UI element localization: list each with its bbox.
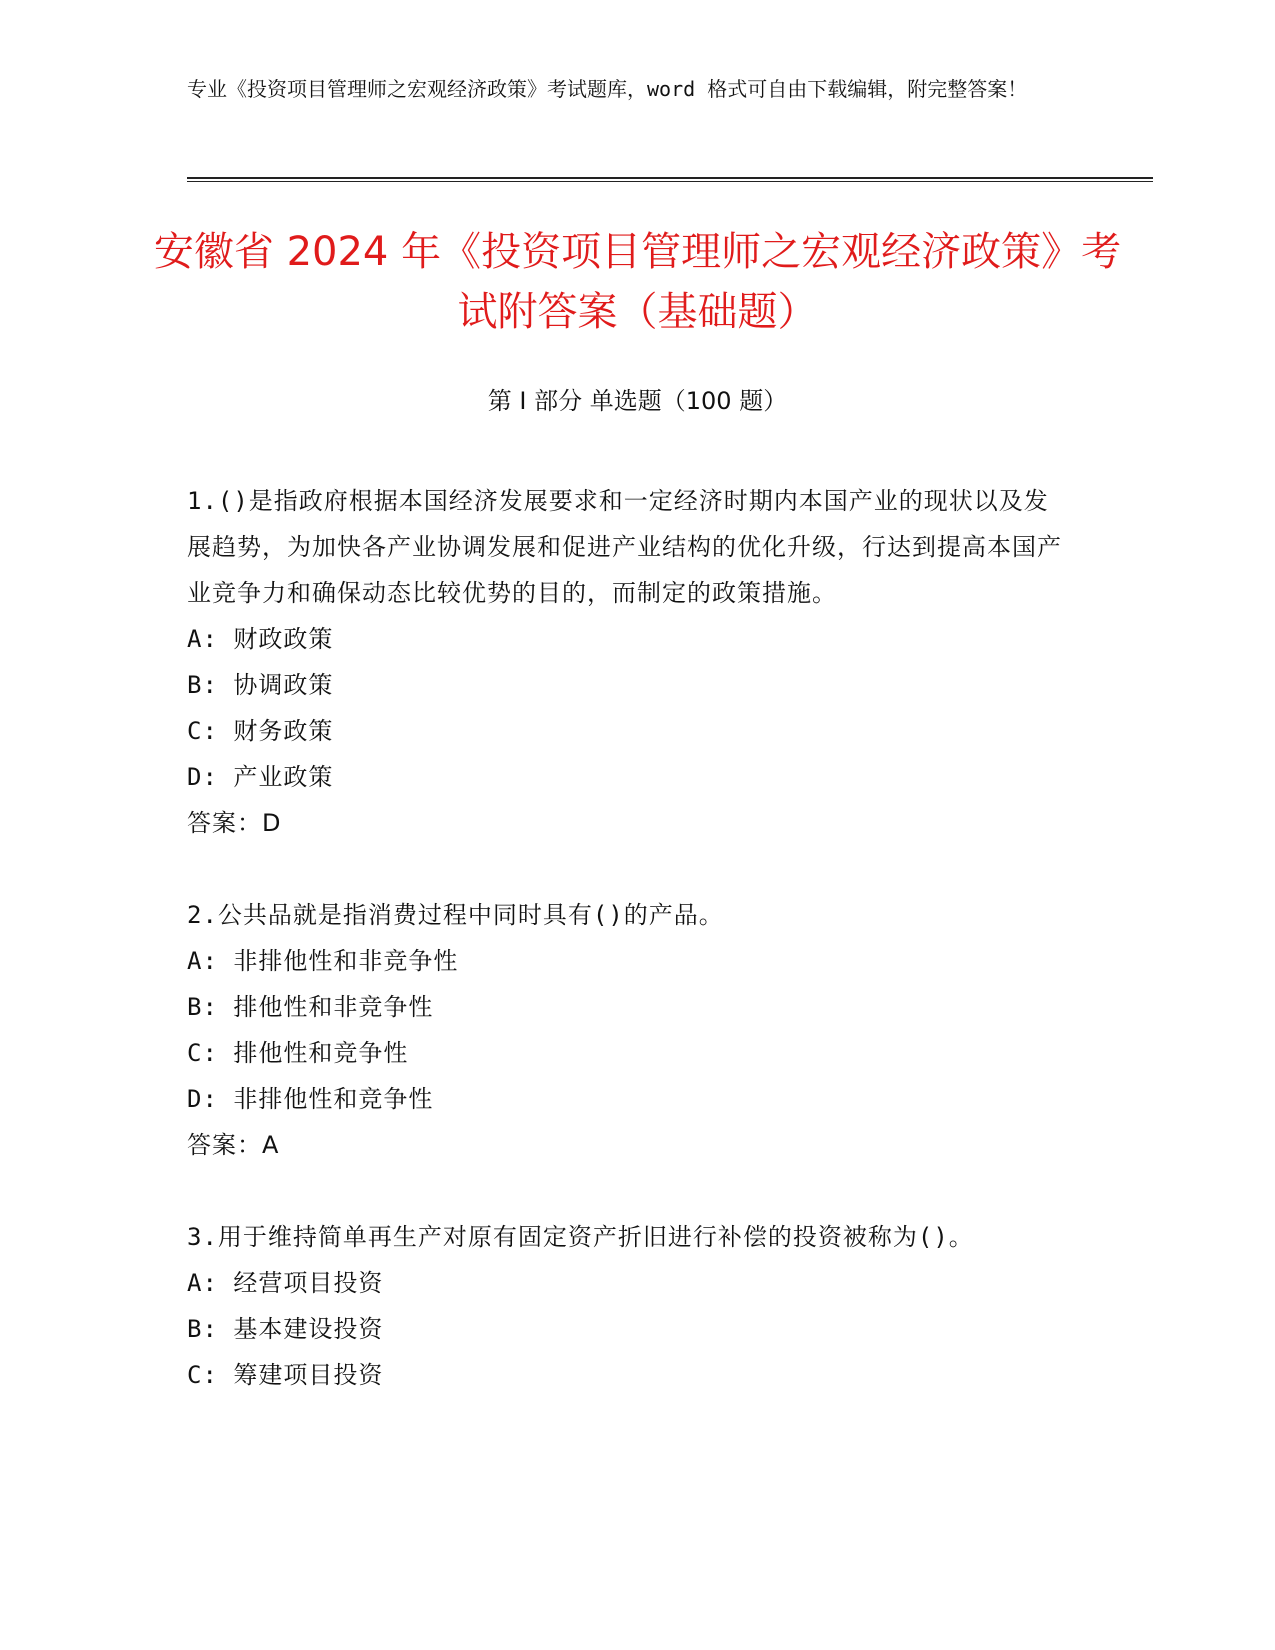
question-1 xyxy=(187,478,1067,846)
option-d: D: 非排他性和竞争性 xyxy=(187,1085,434,1113)
header-divider-thin xyxy=(187,181,1153,182)
question-list xyxy=(187,478,1067,1444)
option-c: C: 排他性和竞争性 xyxy=(187,1039,409,1067)
question-2 xyxy=(187,892,1067,1168)
question-stem: 1.()是指政府根据本国经济发展要求和一定经济时期内本国产业的现状以及发展趋势，为加快各产业协调发展和促进产业结构的优化升级，行达到提高本国产业竞争力和确保动态比较优势的目的，而制定的政策措施。 xyxy=(187,487,1062,607)
option-c: C: 筹建项目投资 xyxy=(187,1361,384,1389)
option-b: B: 基本建设投资 xyxy=(187,1315,384,1343)
answer: 答案：A xyxy=(187,1131,280,1159)
question-stem: 2.公共品就是指消费过程中同时具有()的产品。 xyxy=(187,901,724,929)
header-note: 专业《投资项目管理师之宏观经济政策》考试题库，word 格式可自由下载编辑，附完整答案！ xyxy=(187,77,1028,101)
option-d: D: 产业政策 xyxy=(187,763,334,791)
option-c: C: 财务政策 xyxy=(187,717,334,745)
option-b: B: 协调政策 xyxy=(187,671,334,699)
option-a: A: 经营项目投资 xyxy=(187,1269,384,1297)
document-title: 安徽省 2024 年《投资项目管理师之宏观经济政策》考试附答案（基础题） xyxy=(153,229,1122,335)
header-divider xyxy=(187,177,1153,179)
option-a: A: 非排他性和非竞争性 xyxy=(187,947,459,975)
option-b: B: 排他性和非竞争性 xyxy=(187,993,434,1021)
question-stem: 3.用于维持简单再生产对原有固定资产折旧进行补偿的投资被称为()。 xyxy=(187,1223,974,1251)
option-a: A: 财政政策 xyxy=(187,625,334,653)
answer: 答案：D xyxy=(187,809,282,837)
section-heading: 第 I 部分 单选题（100 题） xyxy=(487,387,788,415)
question-3 xyxy=(187,1214,1067,1398)
